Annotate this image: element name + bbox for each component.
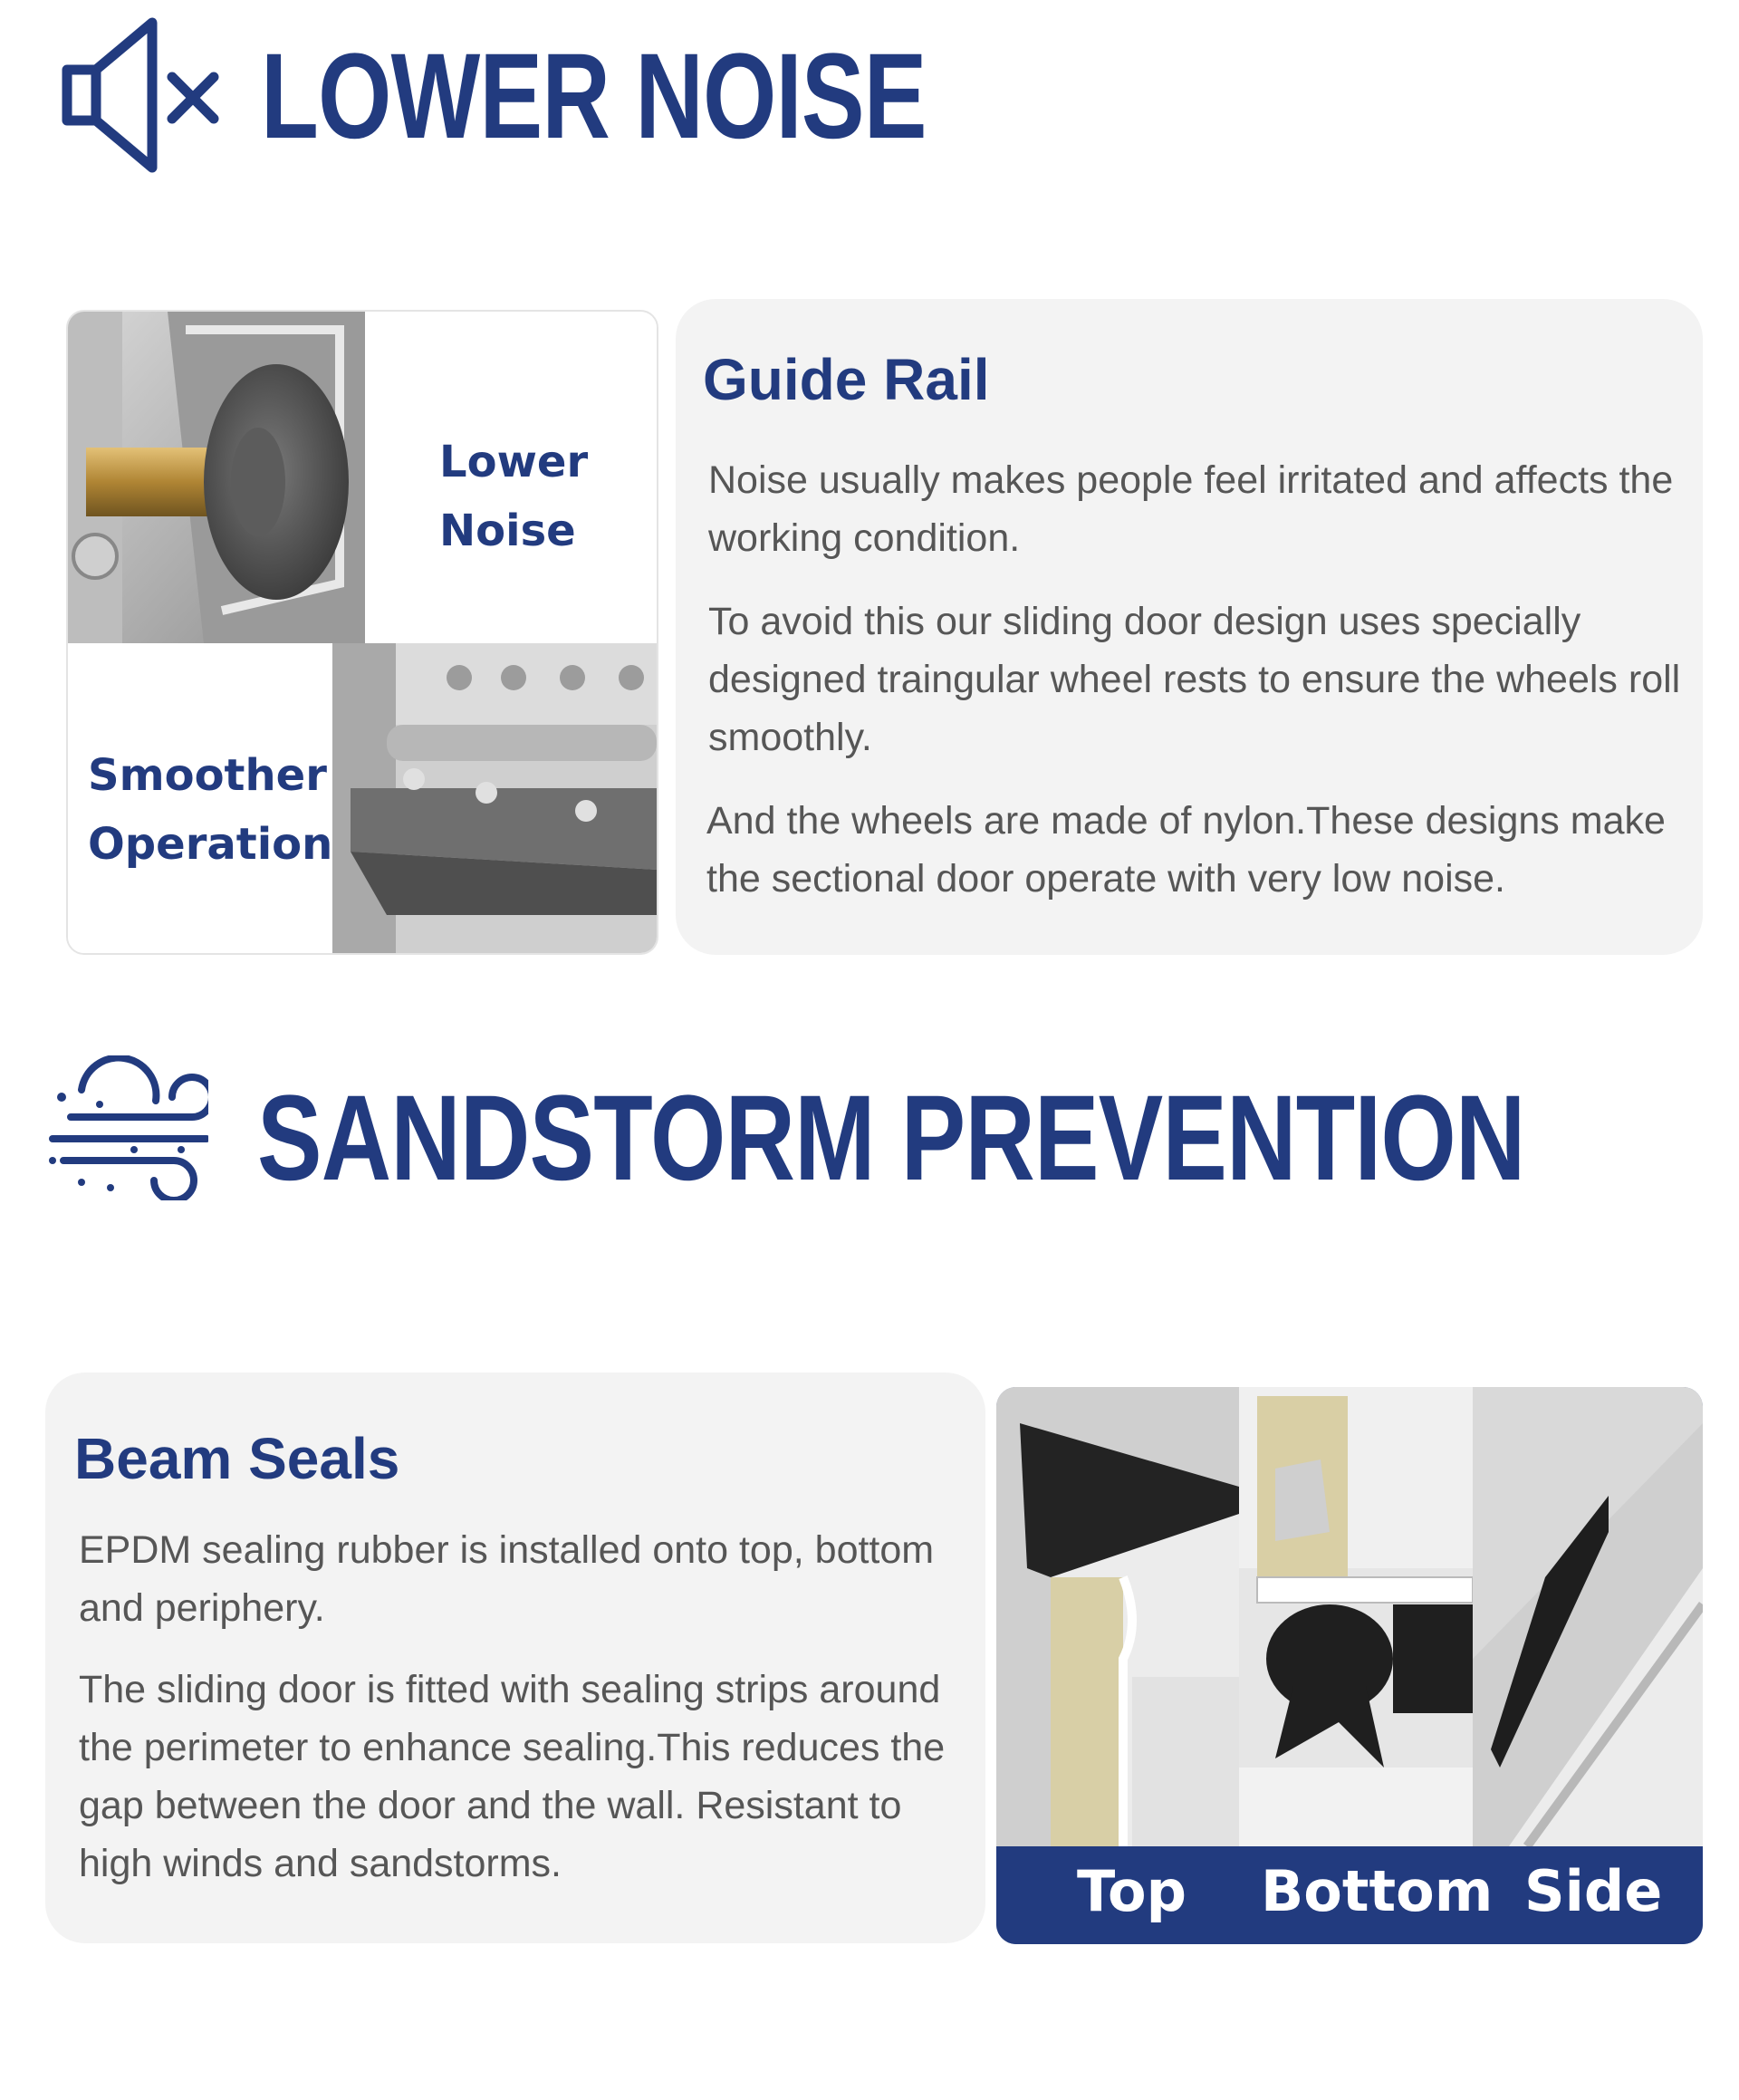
noise-image-grid bbox=[66, 310, 658, 955]
sandstorm-prevention-title: SANDSTORM PREVENTION bbox=[257, 1071, 1525, 1206]
guide-rail-heading: Guide Rail bbox=[703, 347, 990, 412]
wind-icon bbox=[45, 1055, 208, 1200]
smoother-operation-label-line2: Operation bbox=[88, 819, 332, 870]
smoother-operation-cell bbox=[68, 643, 332, 953]
lower-noise-label-line1: Lower bbox=[439, 437, 589, 487]
seal-label-top: Top bbox=[1077, 1858, 1187, 1924]
bottom-seal-image bbox=[1239, 1387, 1473, 1846]
beam-seals-paragraph-2: The sliding door is fitted with sealing strips around the perimeter to enhance sealing.This reduces the gap between the door and the wall. Resistant to high winds and sandstorms. bbox=[79, 1668, 946, 1885]
lower-noise-label-line2: Noise bbox=[439, 506, 576, 556]
seal-label-side: Side bbox=[1524, 1858, 1663, 1924]
guide-rail-paragraph-3: And the wheels are made of nylon.These designs make the sectional door operate with very low noise. bbox=[706, 799, 1666, 901]
wheel-rest-image bbox=[68, 312, 365, 643]
smoother-operation-label-line1: Smoother bbox=[88, 750, 327, 801]
guide-rail-paragraph-2: To avoid this our sliding door design uses specially designed traingular wheel rests to ensure the wheels roll smoothly. bbox=[708, 600, 1681, 759]
beam-seals-heading: Beam Seals bbox=[74, 1426, 400, 1491]
lower-noise-cell bbox=[365, 312, 657, 643]
beam-seals-paragraph-1: EPDM sealing rubber is installed onto top, bottom and periphery. bbox=[79, 1528, 935, 1630]
guide-rail-paragraph-1: Noise usually makes people feel irritated and affects the working condition. bbox=[708, 458, 1674, 560]
seal-images-panel bbox=[996, 1387, 1703, 1944]
seal-label-bottom: Bottom bbox=[1261, 1858, 1494, 1924]
guide-rail-card bbox=[676, 299, 1703, 955]
top-seal-image bbox=[996, 1387, 1239, 1846]
lower-noise-title: LOWER NOISE bbox=[261, 29, 927, 164]
mute-speaker-icon bbox=[54, 14, 235, 177]
hinge-bracket-image bbox=[332, 643, 657, 953]
side-seal-image bbox=[1473, 1387, 1703, 1846]
beam-seals-card bbox=[45, 1373, 985, 1943]
